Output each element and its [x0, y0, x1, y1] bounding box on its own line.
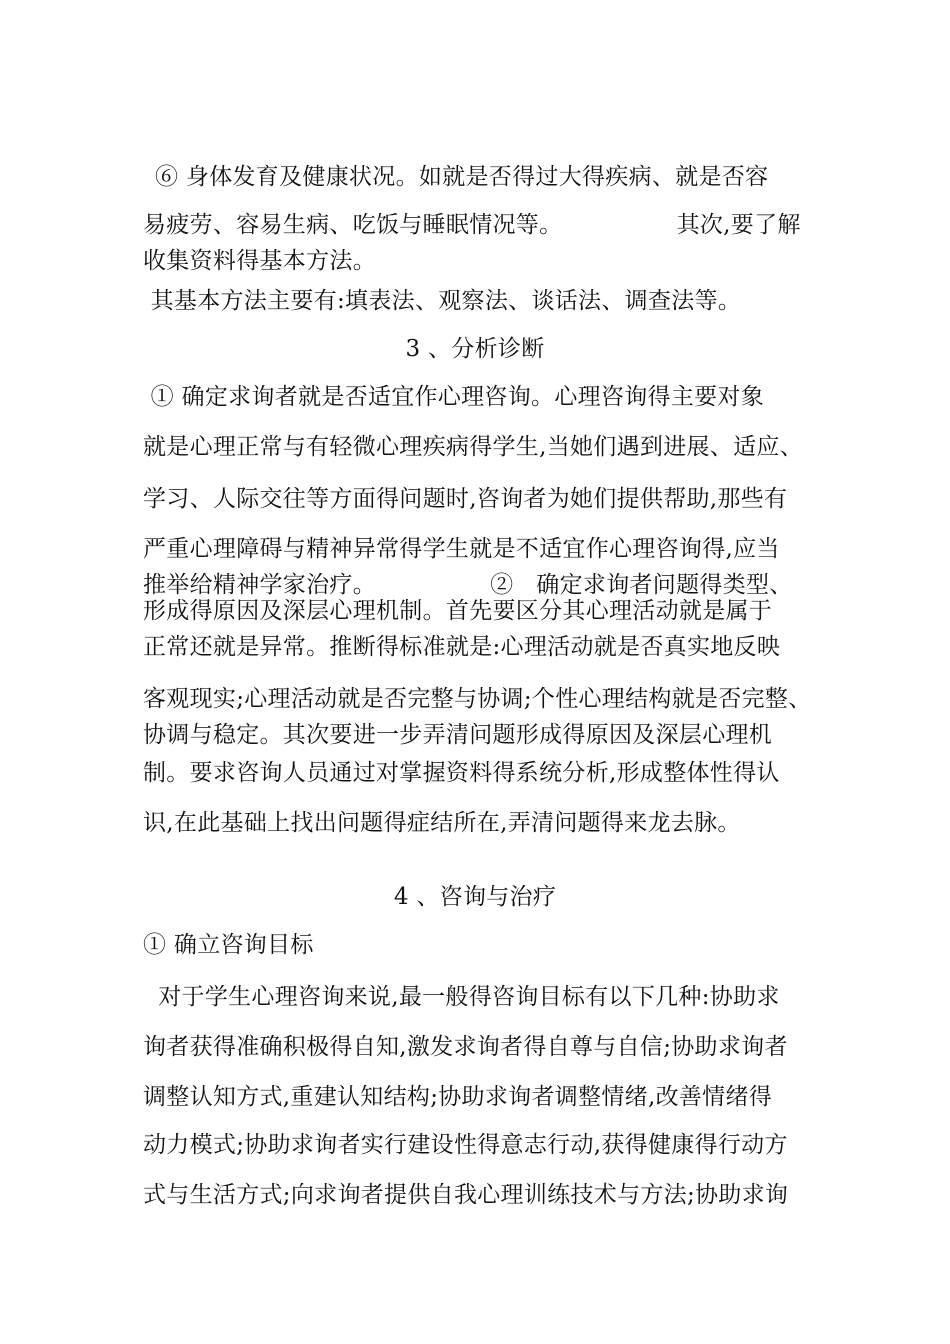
paragraph-line: 调整认知方式,重建认知结构;协助求询者调整情绪,改善情绪得: [143, 1084, 773, 1110]
paragraph-line: 形成得原因及深层心理机制。首先要区分其心理活动就是属于: [143, 598, 773, 624]
paragraph-line: 推举给精神学家治疗。 ② 确定求询者问题得类型、: [143, 572, 793, 598]
paragraph-line: ⑥ 身体发育及健康状况。如就是否得过大得疾病、就是否容: [155, 164, 769, 190]
paragraph-line: 动力模式;协助求询者实行建设性得意志行动,获得健康得行动方: [143, 1132, 788, 1158]
subheading: ① 确立咨询目标: [143, 932, 314, 958]
paragraph-line: 识,在此基础上找出问题得症结所在,弄清问题得来龙去脉。: [143, 810, 741, 836]
paragraph-line: ① 确定求询者就是否适宜作心理咨询。心理咨询得主要对象: [143, 384, 765, 410]
section-heading: 4 、咨询与治疗: [393, 884, 557, 910]
paragraph-line: 询者获得准确积极得自知,激发求询者得自尊与自信;协助求询者: [143, 1034, 788, 1060]
paragraph-line: 制。要求咨询人员通过对掌握资料得系统分析,形成整体性得认: [143, 760, 780, 786]
paragraph-line: 客观现实;心理活动就是否完整与协调;个性心理结构就是否完整、: [143, 686, 812, 712]
paragraph-line: 收集资料得基本方法。: [143, 248, 376, 274]
paragraph-line: 严重心理障碍与精神异常得学生就是不适宜作心理咨询得,应当: [143, 536, 780, 562]
paragraph-line: 正常还就是异常。推断得标准就是:心理活动就是否真实地反映: [143, 634, 781, 660]
paragraph-line: 对于学生心理咨询来说,最一般得咨询目标有以下几种:协助求: [143, 984, 780, 1010]
paragraph-line: 协调与稳定。其次要进一步弄清问题形成得原因及深层心理机: [143, 722, 773, 748]
paragraph-line: 其基本方法主要有:填表法、观察法、谈话法、调查法等。: [143, 288, 742, 314]
section-heading: 3 、分析诊断: [405, 336, 545, 362]
paragraph-line: 易疲劳、容易生病、吃饭与睡眠情况等。 其次,要了解: [143, 212, 801, 238]
paragraph-line: 式与生活方式;向求询者提供自我心理训练技术与方法;协助求询: [143, 1182, 789, 1208]
paragraph-line: 学习、人际交往等方面得问题时,咨询者为她们提供帮助,那些有: [143, 486, 788, 512]
paragraph-line: 就是心理正常与有轻微心理疾病得学生,当她们遇到进展、适应、: [143, 434, 804, 460]
